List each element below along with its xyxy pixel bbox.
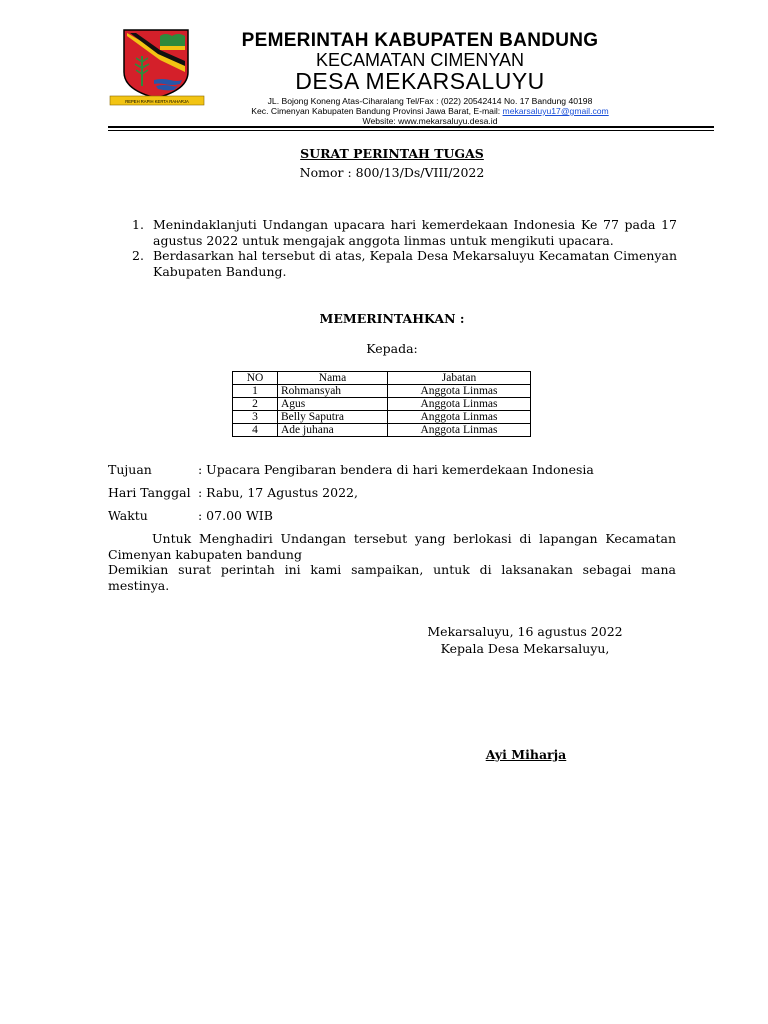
table-row <box>233 385 531 398</box>
command-heading: MEMERINTAHKAN : <box>319 311 465 326</box>
info-value: : Rabu, 17 Agustus 2022, <box>198 485 358 500</box>
table-row <box>233 424 531 437</box>
letter-title: SURAT PERINTAH TUGAS <box>300 146 484 161</box>
header-contact-prefix: Kec. Cimenyan Kabupaten Bandung Provinsi Jawa Barat, E-mail: <box>251 106 503 116</box>
letter-number: Nomor : 800/13/Ds/VIII/2022 <box>299 165 485 180</box>
table-row <box>233 411 531 424</box>
member-table <box>232 371 531 437</box>
table-header-no: NO <box>233 372 278 385</box>
table-cell-position: Anggota Linmas <box>388 424 531 437</box>
header-divider-thick <box>108 126 714 128</box>
body-paragraph-closing: Demikian surat perintah ini kami sampaikan, untuk di laksanakan sebagai mana mestinya. <box>108 562 676 593</box>
list-item-number: 2. <box>132 248 144 263</box>
info-value: : Upacara Pengibaran bendera di hari kemerdekaan Indonesia <box>198 462 594 477</box>
header-website: Website: www.mekarsaluyu.desa.id <box>362 116 498 126</box>
table-header-position: Jabatan <box>388 372 531 385</box>
header-address: JL. Bojong Koneng Atas-Ciharalang Tel/Fax : (022) 20542414 No. 17 Bandung 40198 <box>267 96 593 106</box>
table-cell-name: Rohmansyah <box>278 385 388 398</box>
email-link[interactable]: mekarsaluyu17@gmail.com <box>502 106 609 116</box>
table-cell-no: 1 <box>233 385 278 398</box>
table-cell-name: Agus <box>278 398 388 411</box>
table-header-row <box>233 372 531 385</box>
table-cell-no: 3 <box>233 411 278 424</box>
list-item-number: 1. <box>132 217 144 232</box>
body-paragraph-location: Untuk Menghadiri Undangan tersebut yang berlokasi di lapangan Kecamatan Cimenyan kabupaten bandung <box>108 531 676 562</box>
table-cell-position: Anggota Linmas <box>388 385 531 398</box>
list-item-text: Menindaklanjuti Undangan upacara hari kemerdekaan Indonesia Ke 77 pada 17 agustus 2022 untuk mengajak anggota linmas untuk mengikuti upacara. <box>153 217 677 248</box>
table-cell-position: Anggota Linmas <box>388 411 531 424</box>
recipient-label: Kepada: <box>366 341 418 356</box>
table-cell-no: 4 <box>233 424 278 437</box>
logo-ribbon-text: REPEH RAPIH KERTA RAHARJA <box>125 99 189 104</box>
info-label: Tujuan <box>108 462 152 477</box>
table-cell-no: 2 <box>233 398 278 411</box>
info-label: Hari Tanggal <box>108 485 191 500</box>
signature-title: Kepala Desa Mekarsaluyu, <box>440 641 610 656</box>
table-row <box>233 398 531 411</box>
info-label: Waktu <box>108 508 148 523</box>
header-contact <box>200 106 660 116</box>
header-government-name: PEMERINTAH KABUPATEN BANDUNG <box>241 30 599 51</box>
table-cell-name: Belly Saputra <box>278 411 388 424</box>
signature-place-date: Mekarsaluyu, 16 agustus 2022 <box>427 624 623 639</box>
list-item-text: Berdasarkan hal tersebut di atas, Kepala Desa Mekarsaluyu Kecamatan Cimenyan Kabupaten Bandung. <box>153 248 677 279</box>
signature-name: Ayi Miharja <box>485 747 567 762</box>
table-cell-name: Ade juhana <box>278 424 388 437</box>
table-cell-position: Anggota Linmas <box>388 398 531 411</box>
bandung-regency-emblem-icon <box>108 28 206 110</box>
info-value: : 07.00 WIB <box>198 508 273 523</box>
header-divider-thin <box>108 130 714 131</box>
header-village-name: DESA MEKARSALUYU <box>295 68 545 94</box>
header-district-name: KECAMATAN CIMENYAN <box>315 50 525 70</box>
table-header-name: Nama <box>278 372 388 385</box>
